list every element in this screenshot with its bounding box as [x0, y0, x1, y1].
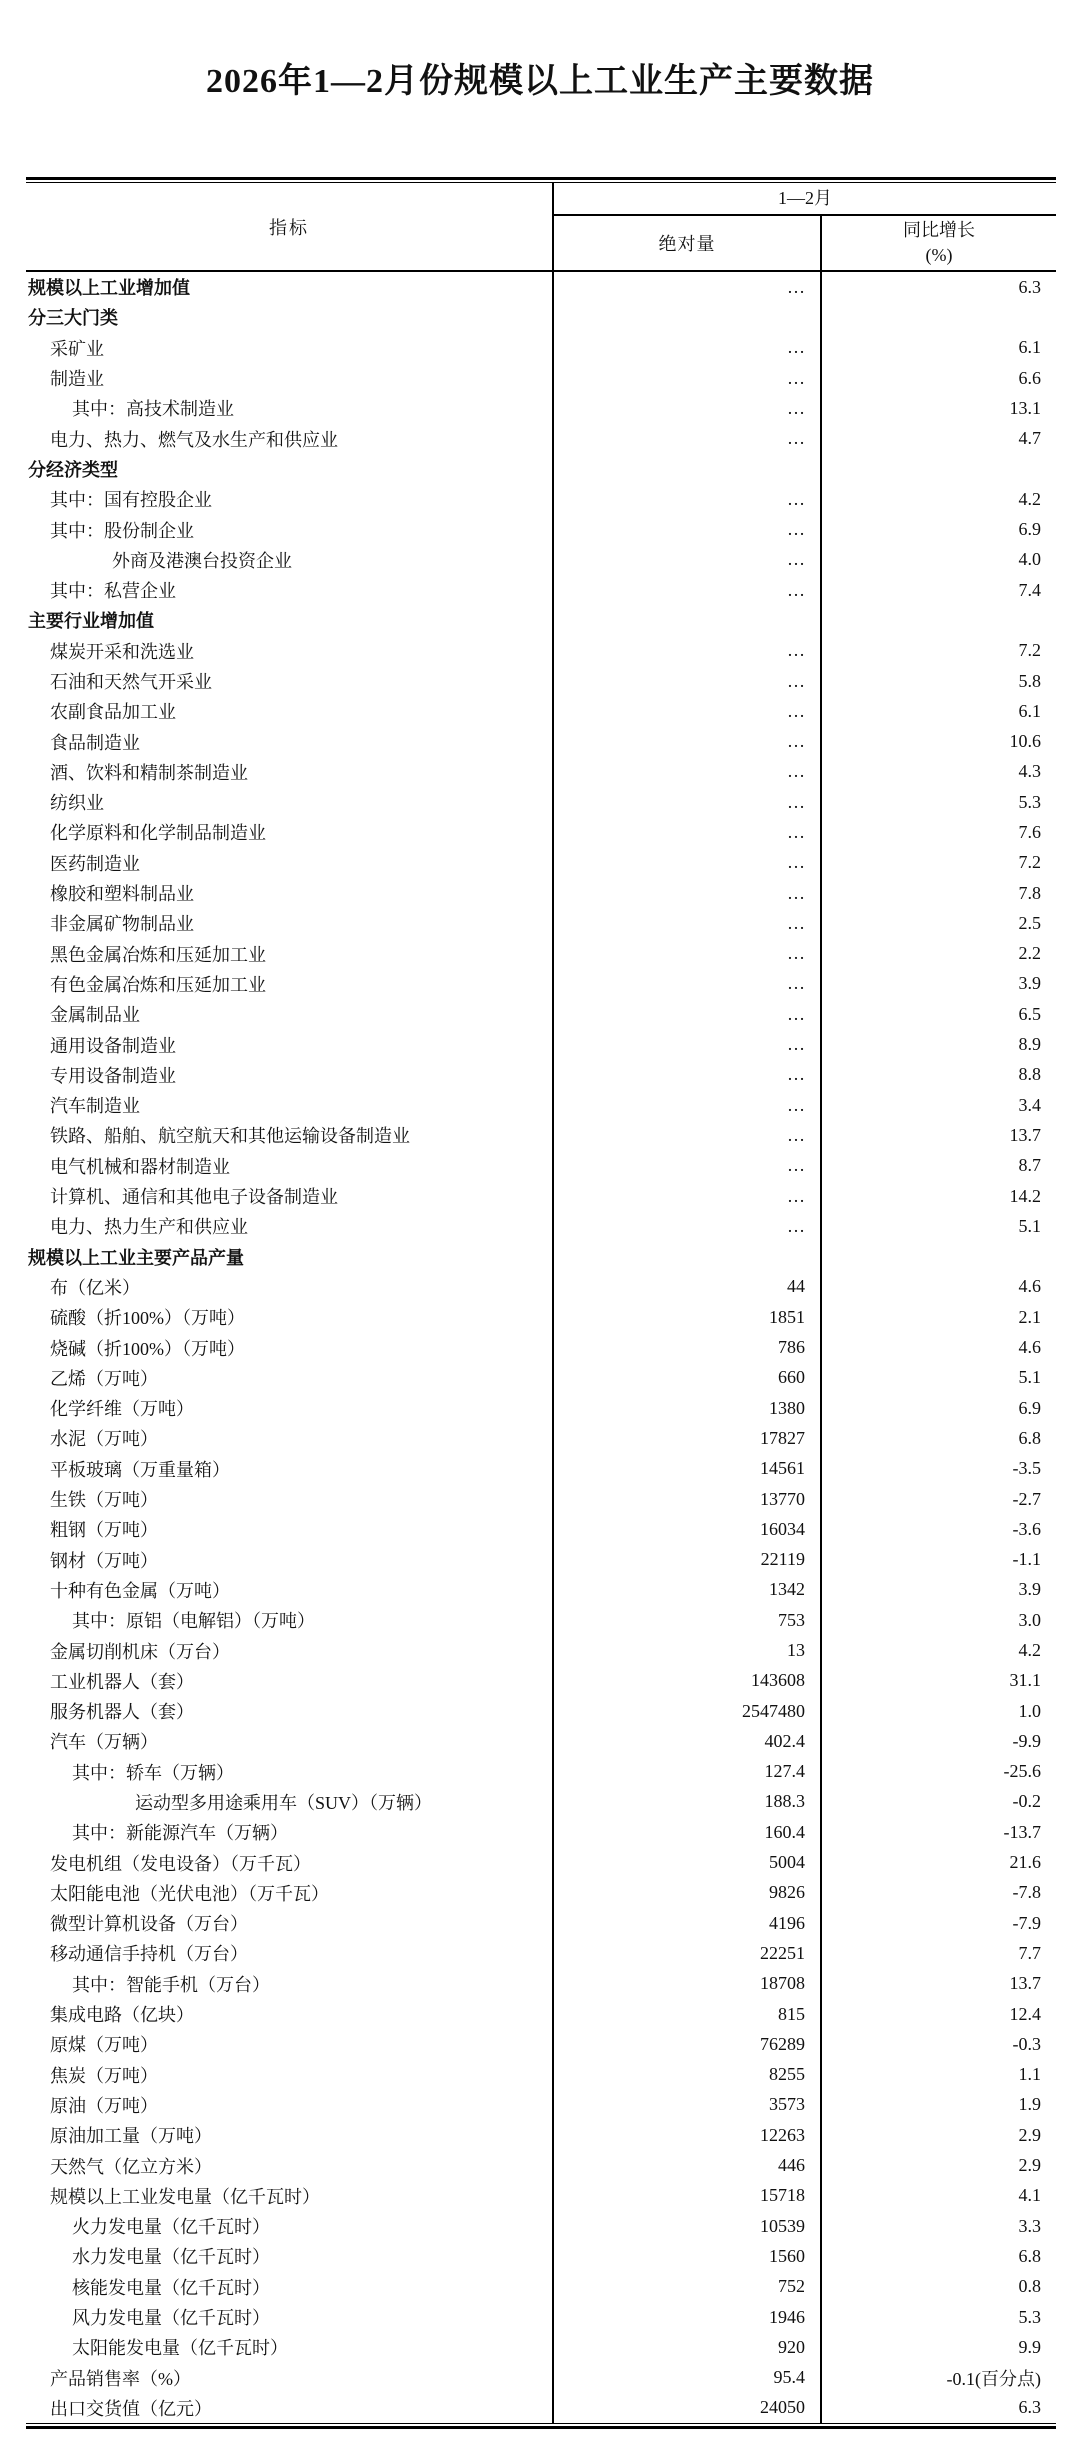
growth-value-cell: 2.9 [1018, 2124, 1041, 2145]
indicator-cell: 其中：原铝（电解铝）（万吨） [26, 1605, 554, 1635]
table-row [26, 454, 1056, 484]
indicator-cell: 核能发电量（亿千瓦时） [26, 2272, 554, 2302]
growth-value-cell: -0.3 [1012, 2033, 1041, 2054]
growth-value-cell: 5.3 [1018, 791, 1041, 812]
growth-value-cell: -0.2 [1012, 1791, 1041, 1812]
absolute-value-cell: 3573 [554, 2090, 822, 2120]
growth-value-cell: 13.7 [1009, 1124, 1041, 1145]
table-row [26, 848, 1056, 878]
absolute-value-cell: 1380 [554, 1393, 822, 1423]
indicator-cell: 金属切削机床（万台） [26, 1635, 554, 1665]
growth-value-cell: 14.2 [1009, 1185, 1041, 1206]
absolute-value-cell: … [554, 1211, 822, 1241]
indicator-cell: 发电机组（发电设备）（万千瓦） [26, 1847, 554, 1877]
indicator-cell: 天然气（亿立方米） [26, 2150, 554, 2180]
absolute-value-cell: 17827 [554, 1423, 822, 1453]
table-row [26, 1242, 1056, 1272]
indicator-cell: 食品制造业 [26, 726, 554, 756]
table-row [26, 666, 1056, 696]
indicator-cell: 酒、饮料和精制茶制造业 [26, 757, 554, 787]
growth-value-cell: -7.8 [1012, 1882, 1041, 1903]
indicator-cell: 工业机器人（套） [26, 1666, 554, 1696]
growth-value-cell: 10.6 [1009, 731, 1041, 752]
absolute-value-cell: … [554, 393, 822, 423]
absolute-value-cell: 815 [554, 1999, 822, 2029]
growth-value-cell: -2.7 [1012, 1488, 1041, 1509]
growth-value-cell: 2.1 [1018, 1306, 1041, 1327]
indicator-cell: 微型计算机设备（万台） [26, 1908, 554, 1938]
growth-value-cell: 4.7 [1018, 428, 1041, 449]
absolute-value-cell: … [554, 1060, 822, 1090]
growth-value-cell: -3.6 [1012, 1518, 1041, 1539]
table-row [26, 2120, 1056, 2150]
table-row [26, 2302, 1056, 2332]
header-period-label: 1—2月 [554, 183, 1056, 216]
growth-value-cell [822, 302, 1056, 332]
growth-value-cell: -13.7 [1003, 1821, 1041, 1842]
absolute-value-cell: 160.4 [554, 1817, 822, 1847]
table-row [26, 363, 1056, 393]
absolute-value-cell [554, 454, 822, 484]
growth-value-cell: 7.4 [1018, 579, 1041, 600]
header-growth-line2: (%) [925, 245, 953, 265]
indicator-cell: 主要行业增加值 [26, 605, 554, 635]
absolute-value-cell: … [554, 969, 822, 999]
table-row [26, 1726, 1056, 1756]
indicator-cell: 风力发电量（亿千瓦时） [26, 2302, 554, 2332]
indicator-cell: 钢材（万吨） [26, 1544, 554, 1574]
indicator-cell: 其中：股份制企业 [26, 514, 554, 544]
absolute-value-cell: 752 [554, 2272, 822, 2302]
table-row [26, 908, 1056, 938]
absolute-value-cell: … [554, 272, 822, 302]
growth-value-cell: 3.9 [1018, 1579, 1041, 1600]
table-row [26, 423, 1056, 453]
table-row [26, 1363, 1056, 1393]
growth-value-cell: 6.6 [1018, 367, 1041, 388]
absolute-value-cell: … [554, 757, 822, 787]
growth-value-cell: -7.9 [1012, 1912, 1041, 1933]
indicator-cell: 粗钢（万吨） [26, 1514, 554, 1544]
table-row [26, 939, 1056, 969]
growth-value-cell: 5.3 [1018, 2306, 1041, 2327]
absolute-value-cell: 1560 [554, 2241, 822, 2271]
absolute-value-cell: … [554, 878, 822, 908]
indicator-cell: 电力、热力、燃气及水生产和供应业 [26, 423, 554, 453]
header-indicator-label: 指标 [26, 183, 554, 270]
growth-value-cell: 4.2 [1018, 1640, 1041, 1660]
absolute-value-cell: 1851 [554, 1302, 822, 1332]
table-row [26, 575, 1056, 605]
table-row [26, 1120, 1056, 1150]
statistics-table [26, 177, 1056, 2429]
indicator-cell: 化学原料和化学制品制造业 [26, 817, 554, 847]
header-growth-line1: 同比增长 [903, 220, 975, 240]
growth-value-cell: 5.1 [1018, 1215, 1041, 1236]
absolute-value-cell: 753 [554, 1605, 822, 1635]
indicator-cell: 通用设备制造业 [26, 1029, 554, 1059]
growth-value-cell [822, 1242, 1056, 1272]
table-row [26, 1878, 1056, 1908]
table-row [26, 2150, 1056, 2180]
absolute-value-cell: … [554, 817, 822, 847]
table-row [26, 1090, 1056, 1120]
indicator-cell: 金属制品业 [26, 999, 554, 1029]
absolute-value-cell: 95.4 [554, 2362, 822, 2392]
indicator-cell: 原油（万吨） [26, 2090, 554, 2120]
growth-value-cell: 4.2 [1018, 488, 1041, 509]
absolute-value-cell: … [554, 1181, 822, 1211]
table-row [26, 1514, 1056, 1544]
indicator-cell: 平板玻璃（万重量箱） [26, 1454, 554, 1484]
table-row [26, 757, 1056, 787]
growth-value-cell [822, 454, 1056, 484]
indicator-cell: 黑色金属冶炼和压延加工业 [26, 939, 554, 969]
table-row [26, 1211, 1056, 1241]
table-row [26, 1999, 1056, 2029]
indicator-cell: 生铁（万吨） [26, 1484, 554, 1514]
growth-value-cell: 6.3 [1018, 276, 1041, 297]
growth-value-cell: 2.5 [1018, 912, 1041, 933]
absolute-value-cell: 1342 [554, 1575, 822, 1605]
absolute-value-cell [554, 1242, 822, 1272]
table-row [26, 1757, 1056, 1787]
growth-value-cell: 3.0 [1018, 1609, 1041, 1630]
absolute-value-cell: … [554, 484, 822, 514]
table-row [26, 1847, 1056, 1877]
absolute-value-cell: … [554, 545, 822, 575]
indicator-cell: 出口交货值（亿元） [26, 2393, 554, 2423]
table-row [26, 1969, 1056, 1999]
table-row [26, 1605, 1056, 1635]
table-row [26, 1908, 1056, 1938]
table-row [26, 514, 1056, 544]
indicator-cell: 化学纤维（万吨） [26, 1393, 554, 1423]
growth-value-cell: 8.8 [1018, 1064, 1041, 1085]
growth-value-cell: 4.6 [1018, 1337, 1041, 1358]
indicator-cell: 制造业 [26, 363, 554, 393]
indicator-cell: 分三大门类 [26, 302, 554, 332]
indicator-cell: 计算机、通信和其他电子设备制造业 [26, 1181, 554, 1211]
table-row [26, 1696, 1056, 1726]
table-row [26, 1938, 1056, 1968]
indicator-cell: 汽车制造业 [26, 1090, 554, 1120]
indicator-cell: 其中：国有控股企业 [26, 484, 554, 514]
absolute-value-cell [554, 605, 822, 635]
growth-value-cell: 4.0 [1018, 549, 1041, 570]
indicator-cell: 乙烯（万吨） [26, 1363, 554, 1393]
indicator-cell: 专用设备制造业 [26, 1060, 554, 1090]
indicator-cell: 有色金属冶炼和压延加工业 [26, 969, 554, 999]
indicator-cell: 电气机械和器材制造业 [26, 1151, 554, 1181]
table-row [26, 1666, 1056, 1696]
table-row [26, 1423, 1056, 1453]
indicator-cell: 产品销售率（%） [26, 2362, 554, 2392]
absolute-value-cell: 13770 [554, 1484, 822, 1514]
indicator-cell: 分经济类型 [26, 454, 554, 484]
growth-value-cell: 8.9 [1018, 1034, 1041, 1055]
absolute-value-cell: … [554, 1090, 822, 1120]
table-row [26, 2272, 1056, 2302]
table-row [26, 2393, 1056, 2423]
table-bottom-rule [26, 2423, 1056, 2429]
absolute-value-cell: … [554, 333, 822, 363]
growth-value-cell: 4.3 [1018, 761, 1041, 782]
growth-value-cell: 3.4 [1018, 1094, 1041, 1115]
absolute-value-cell: 402.4 [554, 1726, 822, 1756]
table-row [26, 1484, 1056, 1514]
indicator-cell: 采矿业 [26, 333, 554, 363]
table-body [26, 272, 1056, 2423]
absolute-value-cell: … [554, 1120, 822, 1150]
absolute-value-cell: … [554, 999, 822, 1029]
indicator-cell: 火力发电量（亿千瓦时） [26, 2211, 554, 2241]
indicator-cell: 煤炭开采和洗选业 [26, 636, 554, 666]
indicator-cell: 外商及港澳台投资企业 [26, 545, 554, 575]
growth-value-cell: 7.6 [1018, 821, 1041, 842]
indicator-cell: 汽车（万辆） [26, 1726, 554, 1756]
growth-value-cell: 1.9 [1018, 2094, 1041, 2115]
growth-value-cell: 3.9 [1018, 973, 1041, 994]
table-row [26, 1332, 1056, 1362]
absolute-value-cell: 8255 [554, 2060, 822, 2090]
indicator-cell: 运动型多用途乘用车（SUV）（万辆） [26, 1787, 554, 1817]
growth-value-cell: 6.5 [1018, 1003, 1041, 1024]
header-absolute-label: 绝对量 [554, 216, 822, 270]
header-period-group [554, 183, 1056, 270]
absolute-value-cell: 24050 [554, 2393, 822, 2423]
growth-value-cell: 6.3 [1018, 2397, 1041, 2418]
indicator-cell: 电力、热力生产和供应业 [26, 1211, 554, 1241]
table-row [26, 1029, 1056, 1059]
table-row [26, 1393, 1056, 1423]
absolute-value-cell: … [554, 575, 822, 605]
indicator-cell: 橡胶和塑料制品业 [26, 878, 554, 908]
table-row [26, 787, 1056, 817]
table-row [26, 2362, 1056, 2392]
absolute-value-cell: 4196 [554, 1908, 822, 1938]
page-title: 2026年1—2月份规模以上工业生产主要数据 [206, 63, 874, 100]
growth-value-cell: 7.2 [1018, 640, 1041, 661]
absolute-value-cell: … [554, 1151, 822, 1181]
absolute-value-cell: 13 [554, 1635, 822, 1665]
absolute-value-cell: 18708 [554, 1969, 822, 1999]
growth-value-cell: -0.1(百分点) [946, 2368, 1041, 2389]
table-row [26, 1544, 1056, 1574]
table-row [26, 999, 1056, 1029]
growth-value-cell: 5.8 [1018, 670, 1041, 691]
absolute-value-cell: 10539 [554, 2211, 822, 2241]
growth-value-cell: 6.9 [1018, 519, 1041, 540]
growth-value-cell: 5.1 [1018, 1367, 1041, 1388]
growth-value-cell: 6.8 [1018, 2245, 1041, 2266]
growth-value-cell: -9.9 [1012, 1730, 1041, 1751]
table-row [26, 1181, 1056, 1211]
table-row [26, 2060, 1056, 2090]
growth-value-cell: 3.3 [1018, 2215, 1041, 2236]
absolute-value-cell: … [554, 636, 822, 666]
absolute-value-cell: 9826 [554, 1878, 822, 1908]
growth-value-cell: 9.9 [1018, 2336, 1041, 2357]
table-row [26, 1635, 1056, 1665]
indicator-cell: 移动通信手持机（万台） [26, 1938, 554, 1968]
absolute-value-cell: 188.3 [554, 1787, 822, 1817]
growth-value-cell: 4.1 [1018, 2185, 1041, 2206]
absolute-value-cell: 2547480 [554, 1696, 822, 1726]
growth-value-cell: -1.1 [1012, 1549, 1041, 1570]
absolute-value-cell: 127.4 [554, 1757, 822, 1787]
table-row [26, 2029, 1056, 2059]
header-growth-label [822, 216, 1056, 270]
absolute-value-cell: … [554, 939, 822, 969]
indicator-cell: 其中：新能源汽车（万辆） [26, 1817, 554, 1847]
indicator-cell: 十种有色金属（万吨） [26, 1575, 554, 1605]
table-row [26, 333, 1056, 363]
table-row [26, 878, 1056, 908]
growth-value-cell: 13.7 [1009, 1973, 1041, 1994]
indicator-cell: 石油和天然气开采业 [26, 666, 554, 696]
indicator-cell: 其中：高技术制造业 [26, 393, 554, 423]
table-row [26, 605, 1056, 635]
absolute-value-cell: … [554, 363, 822, 393]
growth-value-cell: 21.6 [1009, 1852, 1041, 1873]
table-row [26, 1787, 1056, 1817]
indicator-cell: 硫酸（折100%）（万吨） [26, 1302, 554, 1332]
growth-value-cell: 1.1 [1018, 2064, 1041, 2085]
table-row [26, 817, 1056, 847]
absolute-value-cell: 446 [554, 2150, 822, 2180]
indicator-cell: 铁路、船舶、航空航天和其他运输设备制造业 [26, 1120, 554, 1150]
absolute-value-cell: 22119 [554, 1544, 822, 1574]
absolute-value-cell: 15718 [554, 2181, 822, 2211]
indicator-cell: 服务机器人（套） [26, 1696, 554, 1726]
growth-value-cell: 1.0 [1018, 1700, 1041, 1721]
table-row [26, 2090, 1056, 2120]
table-row [26, 696, 1056, 726]
growth-value-cell: 12.4 [1009, 2003, 1041, 2024]
absolute-value-cell: … [554, 726, 822, 756]
indicator-cell: 非金属矿物制品业 [26, 908, 554, 938]
table-header [26, 183, 1056, 272]
indicator-cell: 焦炭（万吨） [26, 2060, 554, 2090]
growth-value-cell: -3.5 [1012, 1458, 1041, 1479]
table-row [26, 726, 1056, 756]
indicator-cell: 原煤（万吨） [26, 2029, 554, 2059]
absolute-value-cell: 786 [554, 1332, 822, 1362]
indicator-cell: 水力发电量（亿千瓦时） [26, 2241, 554, 2271]
table-row [26, 2211, 1056, 2241]
table-row [26, 1454, 1056, 1484]
absolute-value-cell: 920 [554, 2332, 822, 2362]
indicator-cell: 规模以上工业增加值 [26, 272, 554, 302]
absolute-value-cell: 76289 [554, 2029, 822, 2059]
table-row [26, 272, 1056, 302]
growth-value-cell [822, 605, 1056, 635]
growth-value-cell: 6.1 [1018, 700, 1041, 721]
absolute-value-cell: … [554, 908, 822, 938]
table-row [26, 2241, 1056, 2271]
absolute-value-cell: 44 [554, 1272, 822, 1302]
growth-value-cell: 7.7 [1018, 1942, 1041, 1963]
absolute-value-cell: … [554, 787, 822, 817]
absolute-value-cell: 1946 [554, 2302, 822, 2332]
absolute-value-cell [554, 302, 822, 332]
indicator-cell: 医药制造业 [26, 848, 554, 878]
indicator-cell: 集成电路（亿块） [26, 1999, 554, 2029]
table-row [26, 484, 1056, 514]
header-subrow [554, 216, 1056, 270]
indicator-cell: 烧碱（折100%）（万吨） [26, 1332, 554, 1362]
table-row [26, 302, 1056, 332]
table-row [26, 636, 1056, 666]
absolute-value-cell: … [554, 514, 822, 544]
table-row [26, 1817, 1056, 1847]
indicator-cell: 规模以上工业主要产品产量 [26, 1242, 554, 1272]
growth-value-cell: 6.1 [1018, 337, 1041, 358]
growth-value-cell: -25.6 [1003, 1761, 1041, 1782]
growth-value-cell: 0.8 [1018, 2276, 1041, 2297]
absolute-value-cell: 660 [554, 1363, 822, 1393]
absolute-value-cell: … [554, 696, 822, 726]
absolute-value-cell: 16034 [554, 1514, 822, 1544]
growth-value-cell: 2.9 [1018, 2155, 1041, 2176]
growth-value-cell: 8.7 [1018, 1155, 1041, 1176]
table-row [26, 2332, 1056, 2362]
table-row [26, 1302, 1056, 1332]
absolute-value-cell: … [554, 1029, 822, 1059]
table-row [26, 1151, 1056, 1181]
indicator-cell: 其中：私营企业 [26, 575, 554, 605]
table-row [26, 393, 1056, 423]
absolute-value-cell: … [554, 666, 822, 696]
growth-value-cell: 6.8 [1018, 1427, 1041, 1448]
table-row [26, 1272, 1056, 1302]
growth-value-cell: 4.6 [1018, 1276, 1041, 1297]
indicator-cell: 太阳能发电量（亿千瓦时） [26, 2332, 554, 2362]
indicator-cell: 原油加工量（万吨） [26, 2120, 554, 2150]
indicator-cell: 其中：智能手机（万台） [26, 1969, 554, 1999]
growth-value-cell: 7.2 [1018, 852, 1041, 873]
growth-value-cell: 7.8 [1018, 882, 1041, 903]
indicator-cell: 其中：轿车（万辆） [26, 1757, 554, 1787]
absolute-value-cell: 12263 [554, 2120, 822, 2150]
table-row [26, 1575, 1056, 1605]
table-row [26, 2181, 1056, 2211]
growth-value-cell: 13.1 [1009, 397, 1041, 418]
table-row [26, 545, 1056, 575]
indicator-cell: 农副食品加工业 [26, 696, 554, 726]
indicator-cell: 规模以上工业发电量（亿千瓦时） [26, 2181, 554, 2211]
table-row [26, 1060, 1056, 1090]
growth-value-cell: 2.2 [1018, 943, 1041, 964]
absolute-value-cell: 22251 [554, 1938, 822, 1968]
growth-value-cell: 6.9 [1018, 1397, 1041, 1418]
indicator-cell: 水泥（万吨） [26, 1423, 554, 1453]
indicator-cell: 太阳能电池（光伏电池）（万千瓦） [26, 1878, 554, 1908]
indicator-cell: 布（亿米） [26, 1272, 554, 1302]
absolute-value-cell: 14561 [554, 1454, 822, 1484]
absolute-value-cell: 143608 [554, 1666, 822, 1696]
growth-value-cell: 31.1 [1009, 1670, 1041, 1691]
absolute-value-cell: … [554, 423, 822, 453]
absolute-value-cell: 5004 [554, 1847, 822, 1877]
indicator-cell: 纺织业 [26, 787, 554, 817]
table-row [26, 969, 1056, 999]
absolute-value-cell: … [554, 848, 822, 878]
